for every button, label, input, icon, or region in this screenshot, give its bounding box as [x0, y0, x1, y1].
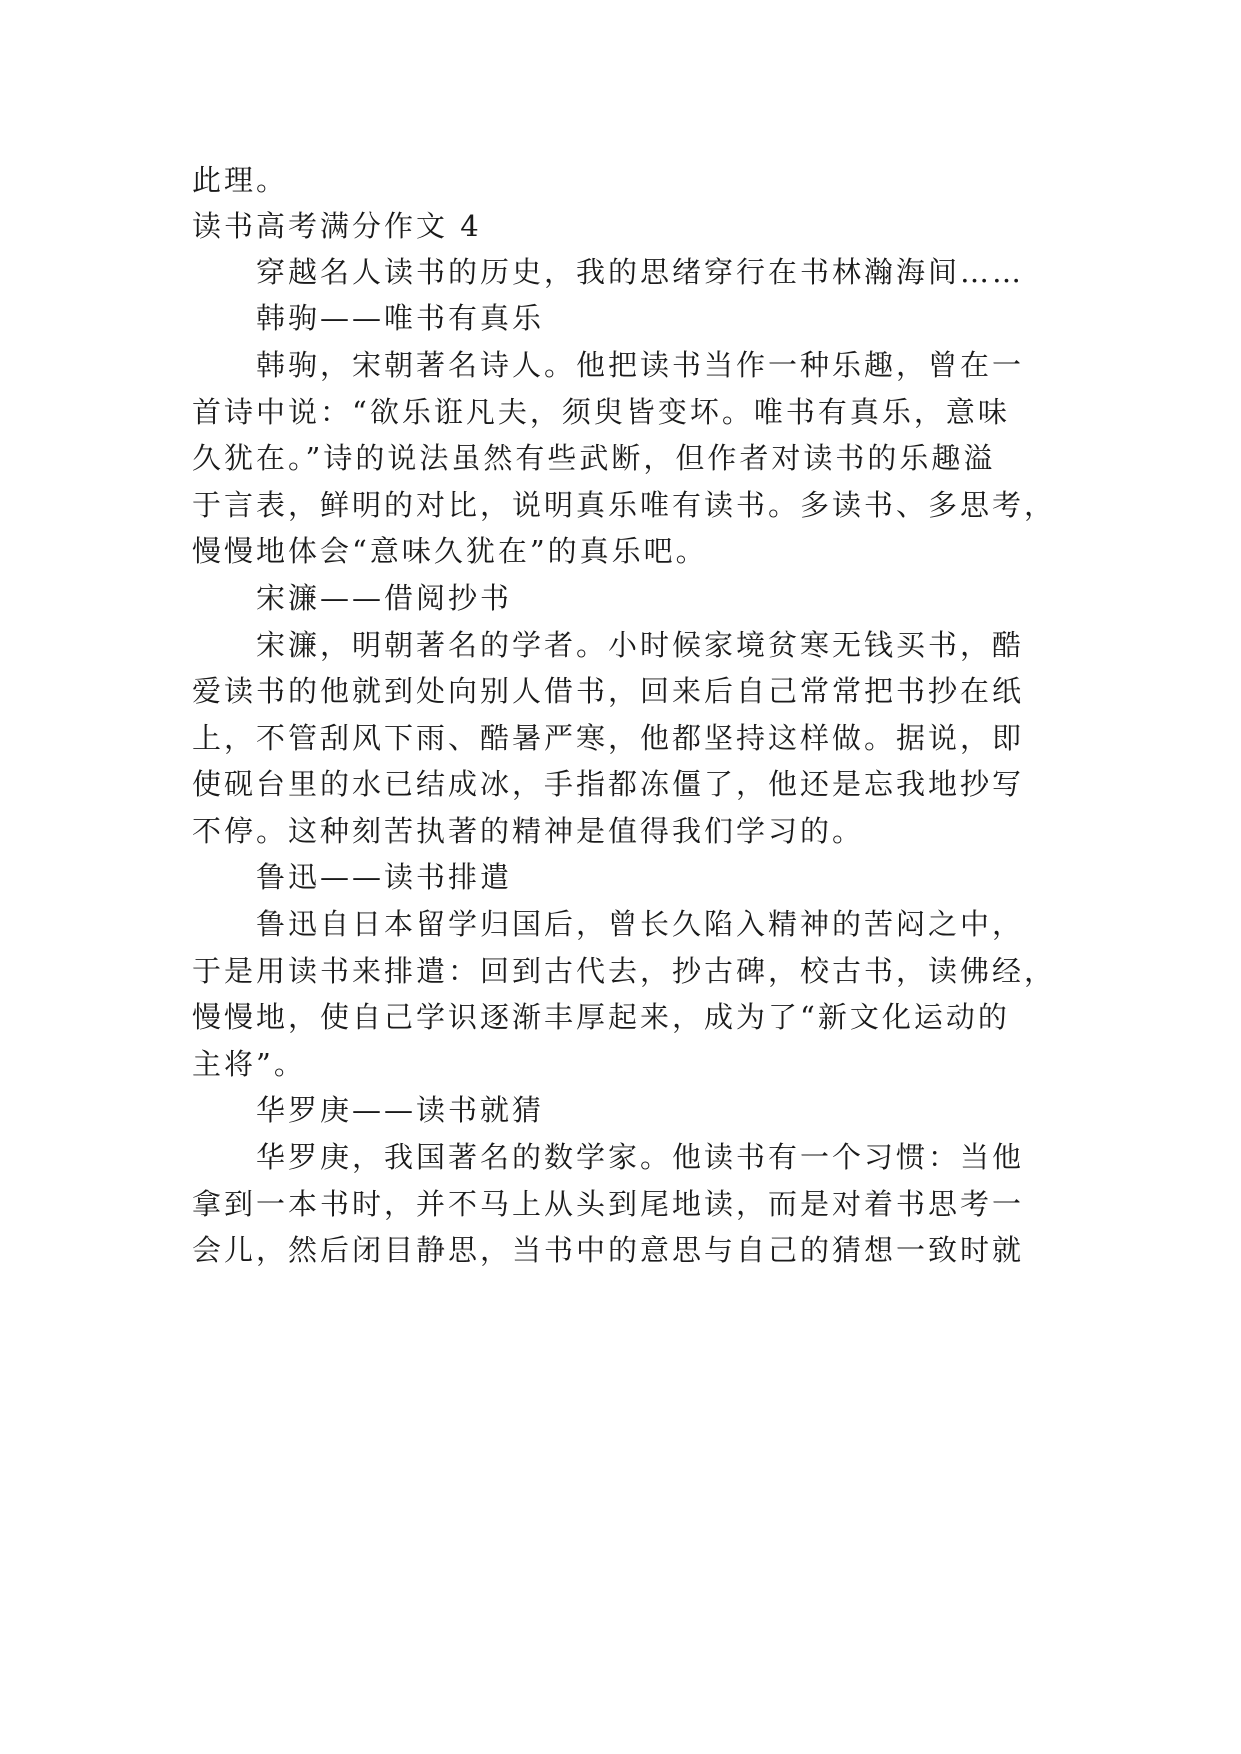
- paragraph-line: 华罗庚，我国著名的数学家。他读书有一个习惯：当他: [256, 1140, 1025, 1174]
- section-heading: 华罗庚——读书就猜: [256, 1093, 545, 1127]
- paragraph-line: 于是用读书来排遣：回到古代去，抄古碑，校古书，读佛经，: [192, 953, 1057, 988]
- paragraph-line: 慢慢地，使自己学识逐渐丰厚起来，成为了“新文化运动的: [192, 1000, 1010, 1034]
- paragraph-line: 主将”。: [192, 1046, 306, 1081]
- document-page: [192, 160, 1057, 1277]
- paragraph-line: 会儿，然后闭目静思，当书中的意思与自己的猜想一致时就: [192, 1233, 1025, 1267]
- paragraph-line: 不停。这种刻苦执著的精神是值得我们学习的。: [192, 813, 865, 848]
- section-heading: 鲁迅——读书排遣: [256, 860, 513, 894]
- paragraph-line: 久犹在。”诗的说法虽然有些武断，但作者对读书的乐趣溢: [192, 441, 996, 475]
- section-paragraph: [192, 345, 1057, 578]
- section-paragraph: [192, 904, 1057, 1090]
- opening-line: 此理。: [192, 163, 289, 197]
- paragraph-line: 于言表，鲜明的对比，说明真乐唯有读书。多读书、多思考，: [192, 487, 1057, 522]
- paragraph-line: 爱读书的他就到处向别人借书，回来后自己常常把书抄在纸: [192, 674, 1025, 708]
- paragraph-line: 鲁迅自日本留学归国后，曾长久陷入精神的苦闷之中，: [256, 907, 1025, 941]
- section-paragraph: [192, 1137, 1052, 1277]
- paragraph-line: 慢慢地体会“意味久犹在”的真乐吧。: [192, 534, 708, 568]
- section-paragraph: [192, 625, 1052, 858]
- paragraph-line: 拿到一本书时，并不马上从头到尾地读，而是对着书思考一: [192, 1186, 1025, 1221]
- section-heading: 韩驹——唯书有真乐: [256, 301, 545, 335]
- paragraph-line: 宋濂，明朝著名的学者。小时候家境贫寒无钱买书，酷: [256, 627, 1025, 662]
- section-heading: 宋濂——借阅抄书: [256, 580, 513, 615]
- paragraph-line: 韩驹，宋朝著名诗人。他把读书当作一种乐趣，曾在一: [256, 348, 1025, 382]
- paragraph-line: 使砚台里的水已结成冰，手指都冻僵了，他还是忘我地抄写: [192, 767, 1025, 801]
- paragraph-line: 上，不管刮风下雨、酷暑严寒，他都坚持这样做。据说，即: [192, 720, 1025, 755]
- intro-paragraph: 穿越名人读书的历史，我的思绪穿行在书林瀚海间……: [256, 255, 1025, 289]
- essay-title: 读书高考满分作文 4: [192, 209, 482, 243]
- paragraph-line: 首诗中说：“欲乐诳凡夫，须臾皆变坏。唯书有真乐，意味: [192, 394, 1010, 429]
